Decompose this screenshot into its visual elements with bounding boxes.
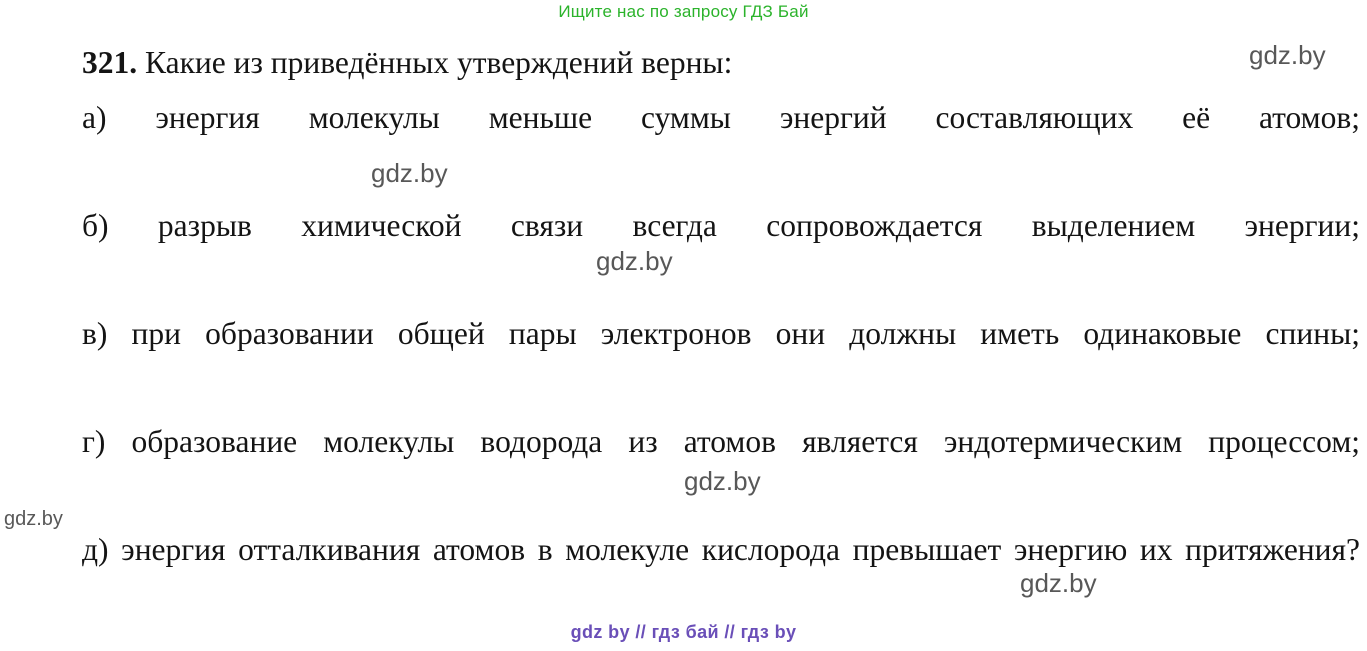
list-item-text: разрыв химической связи всегда сопровождается выделением энергии;: [157, 208, 1360, 243]
list-item-label: г): [82, 424, 106, 459]
watermark: gdz.by: [596, 246, 673, 276]
list-item-label: а): [82, 100, 107, 135]
exercise-prompt: [8, 36, 1360, 89]
list-item-text: при образовании общей пары электронов они должны иметь одинаковые спины;: [131, 316, 1361, 351]
top-promo-banner: Ищите нас по запросу ГДЗ Бай: [558, 2, 809, 21]
watermark: gdz.by: [4, 508, 63, 530]
exercise-prompt-text: Какие из приведённых утверждений верны:: [145, 45, 733, 80]
list-item: [8, 199, 1360, 305]
watermark: gdz.by: [1020, 568, 1097, 598]
watermark: gdz.by: [1249, 40, 1326, 70]
list-item: [8, 91, 1360, 197]
list-item-label: в): [82, 316, 108, 351]
bottom-promo-banner: gdz by // гдз бай // гдз by: [570, 622, 797, 642]
list-item-text: энергия молекулы меньше суммы энергий составляющих её атомов;: [155, 100, 1360, 135]
list-item-label: д): [82, 532, 109, 567]
list-item-text: энергия отталкивания атомов в молекуле кислорода превышает энергию их притяжения?: [121, 532, 1360, 567]
list-item-text: образование молекулы водорода из атомов является эндотермическим процессом;: [131, 424, 1361, 459]
list-item-label: б): [82, 208, 109, 243]
list-item: [8, 415, 1360, 521]
list-item: [8, 523, 1360, 629]
watermark: gdz.by: [684, 466, 761, 496]
exercise-number: 321.: [82, 45, 138, 80]
watermark: gdz.by: [371, 158, 448, 188]
list-item: [8, 307, 1360, 413]
exercise-body: [8, 36, 1360, 631]
